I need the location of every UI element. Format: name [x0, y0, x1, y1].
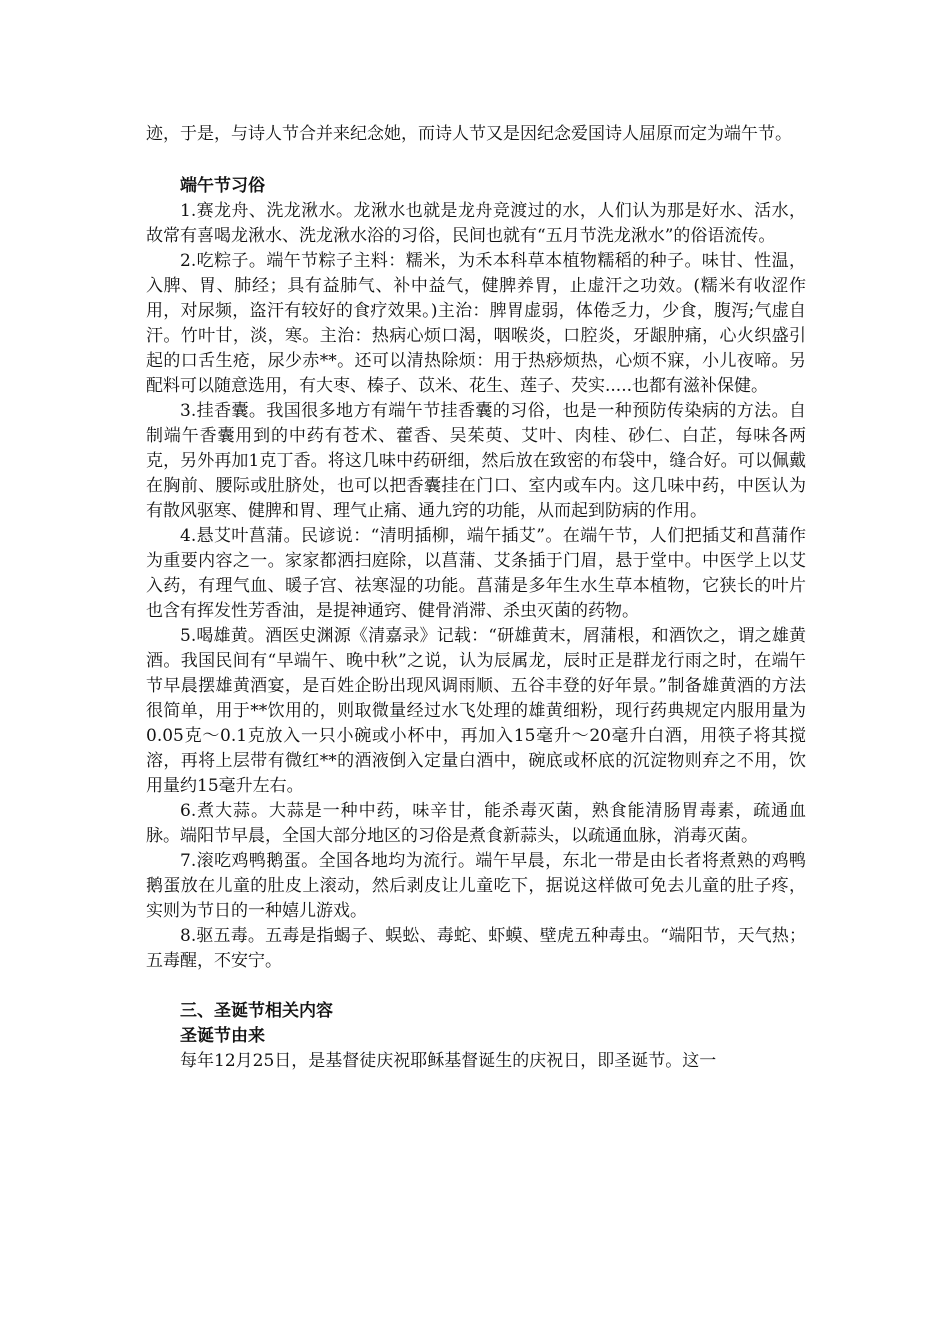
intro-paragraph: 迹，于是，与诗人节合并来纪念她，而诗人节又是因纪念爱国诗人屈原而定为端午节。: [146, 124, 792, 144]
custom-item-2: 2.吃粽子。端午节粽子主料：糯米，为禾本科草本植物糯稻的种子。味甘、性温，入脾、胃、肺经；具有益肺气、补中益气，健脾养胃，止虚汗之功效。(糯米有收涩作用，对尿频，盗汗有较好的食疗效果。)主治：脾胃虚弱，体倦乏力，少食，腹泻;气虚自汗。竹叶甘，淡，寒。主治：热病心烦口渴，咽喉炎，口腔炎，牙龈肿痛，心火织盛引起的口舌生疮，尿少赤**。还可以清热除烦：用于热痧烦热，心烦不寐，小儿夜啼。另配料可以随意选用，有大枣、榛子、苡米、花生、莲子、芡实.....也都有滋补保健。: [146, 251, 806, 396]
spacer: [146, 974, 806, 999]
custom-item-4: 4.悬艾叶菖蒲。民谚说：“清明插柳，端午插艾”。在端午节，人们把插艾和菖蒲作为重要内容之一。家家都洒扫庭除，以菖蒲、艾条插于门眉，悬于堂中。中医学上以艾入药，有理气血、暖子宫、祛寒湿的功能。菖蒲是多年生水生草本植物，它狭长的叶片也含有挥发性芳香油，是提神通窍、健骨消滞、杀虫灭菌的药物。: [146, 526, 806, 621]
custom-item-1: 1.赛龙舟、洗龙湫水。龙湫水也就是龙舟竞渡过的水，人们认为那是好水、活水，故常有喜喝龙湫水、洗龙湫水浴的习俗，民间也就有“五月节洗龙湫水”的俗语流传。: [146, 201, 806, 246]
spacer: [146, 147, 806, 174]
custom-item-3: 3.挂香囊。我国很多地方有端午节挂香囊的习俗，也是一种预防传染病的方法。自制端午香囊用到的中药有苍术、藿香、吴茱萸、艾叶、肉桂、砂仁、白芷，每味各两克，另外再加1克丁香。将这几味中药研细，然后放在致密的布袋中，缝合好。可以佩戴在胸前、腰际或肚脐处，也可以把香囊挂在门口、室内或车内。这几味中药，中医认为有散风驱寒、健脾和胃、理气止痛、通九窍的功能，从而起到防病的作用。: [146, 401, 806, 521]
custom-item-7: 7.滚吃鸡鸭鹅蛋。全国各地均为流行。端午早晨，东北一带是由长者将煮熟的鸡鸭鹅蛋放在儿童的肚皮上滚动，然后剥皮让儿童吃下，据说这样做可免去儿童的肚子疼，实则为节日的一种嬉儿游戏。: [146, 851, 806, 921]
custom-item-6: 6.煮大蒜。大蒜是一种中药，味辛甘，能杀毒灭菌，熟食能清肠胃毒素，疏通血脉。端阳节早晨，全国大部分地区的习俗是煮食新蒜头，以疏通血脉，消毒灭菌。: [146, 801, 806, 846]
section-heading-christmas: 三、圣诞节相关内容: [180, 1001, 333, 1021]
section-heading-customs: 端午节习俗: [180, 176, 265, 196]
custom-item-8: 8.驱五毒。五毒是指蝎子、蜈蚣、毒蛇、虾蟆、壁虎五种毒虫。“端阳节，天气热；五毒醒，不安宁。: [146, 926, 806, 971]
document-page: [146, 122, 806, 1074]
christmas-paragraph: 每年12月25日，是基督徒庆祝耶稣基督诞生的庆祝日，即圣诞节。这一: [180, 1051, 717, 1071]
custom-item-5: 5.喝雄黄。酒医史渊源《清嘉录》记载：“研雄黄末，屑蒲根，和酒饮之，谓之雄黄酒。我国民间有“早端午、晚中秋”之说，认为辰属龙，辰时正是群龙行雨之时，在端午节早晨摆雄黄酒宴，是百姓企盼出现风调雨顺、五谷丰登的好年景。”制备雄黄酒的方法很简单，用于**饮用的，则取微量经过水飞处理的雄黄细粉，现行药典规定内服用量为0.05克～0.1克放入一只小碗或小杯中，再加入15毫升～20毫升白酒，用筷子将其搅溶，再将上层带有微红**的酒液倒入定量白酒中，碗底或杯底的沉淀物则弃之不用，饮用量约15毫升左右。: [146, 626, 806, 796]
subheading-christmas-origin: 圣诞节由来: [180, 1026, 265, 1046]
